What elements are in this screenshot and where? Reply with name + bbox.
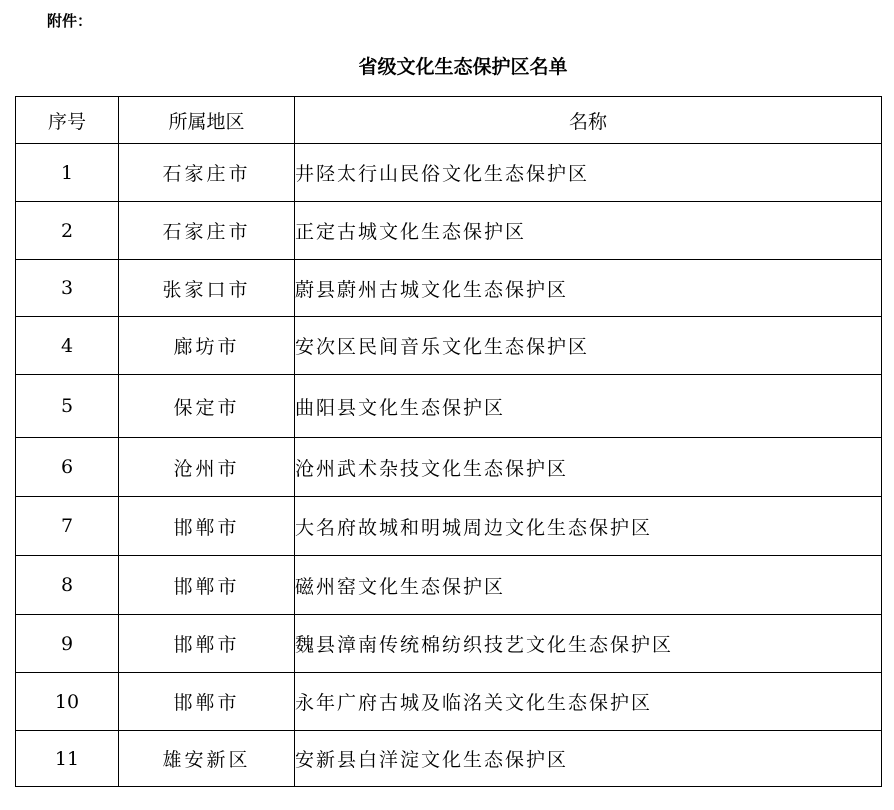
row-zone-name: 大名府故城和明城周边文化生态保护区: [295, 497, 882, 556]
row-region: 保定市: [119, 375, 295, 438]
row-number: 7: [16, 497, 119, 556]
row-number: 9: [16, 615, 119, 673]
table-row: [16, 556, 882, 615]
row-zone-name: 蔚县蔚州古城文化生态保护区: [295, 260, 882, 317]
table-row: [16, 497, 882, 556]
row-zone-name: 井陉太行山民俗文化生态保护区: [295, 144, 882, 202]
row-zone-name: 魏县漳南传统棉纺织技艺文化生态保护区: [295, 615, 882, 673]
row-region: 张家口市: [119, 260, 295, 317]
row-number: 3: [16, 260, 119, 317]
row-number: 2: [16, 202, 119, 260]
row-region: 雄安新区: [119, 731, 295, 787]
row-number: 10: [16, 673, 119, 731]
attachment-label: 附件：: [47, 12, 93, 30]
row-zone-name: 沧州武术杂技文化生态保护区: [295, 438, 882, 497]
protection-zone-table: [15, 96, 882, 787]
row-region: 邯郸市: [119, 556, 295, 615]
column-header-region: 所属地区: [119, 97, 295, 144]
row-region: 邯郸市: [119, 497, 295, 556]
row-region: 邯郸市: [119, 673, 295, 731]
row-zone-name: 安次区民间音乐文化生态保护区: [295, 317, 882, 375]
table-header-row: [16, 97, 882, 144]
row-number: 6: [16, 438, 119, 497]
row-number: 5: [16, 375, 119, 438]
row-zone-name: 安新县白洋淀文化生态保护区: [295, 731, 882, 787]
table-row: [16, 144, 882, 202]
row-region: 石家庄市: [119, 144, 295, 202]
row-number: 11: [16, 731, 119, 787]
row-number: 8: [16, 556, 119, 615]
column-header-name: 名称: [295, 97, 882, 144]
row-region: 廊坊市: [119, 317, 295, 375]
table-row: [16, 260, 882, 317]
table-row: [16, 615, 882, 673]
table-row: [16, 317, 882, 375]
row-zone-name: 永年广府古城及临洺关文化生态保护区: [295, 673, 882, 731]
table-row: [16, 673, 882, 731]
row-number: 4: [16, 317, 119, 375]
table-row: [16, 375, 882, 438]
table-row: [16, 202, 882, 260]
table-row: [16, 438, 882, 497]
document-title: 省级文化生态保护区名单: [358, 56, 568, 78]
row-zone-name: 正定古城文化生态保护区: [295, 202, 882, 260]
table-row: [16, 731, 882, 787]
row-region: 石家庄市: [119, 202, 295, 260]
row-number: 1: [16, 144, 119, 202]
row-region: 沧州市: [119, 438, 295, 497]
row-region: 邯郸市: [119, 615, 295, 673]
row-zone-name: 曲阳县文化生态保护区: [295, 375, 882, 438]
row-zone-name: 磁州窑文化生态保护区: [295, 556, 882, 615]
column-header-no: 序号: [16, 97, 119, 144]
